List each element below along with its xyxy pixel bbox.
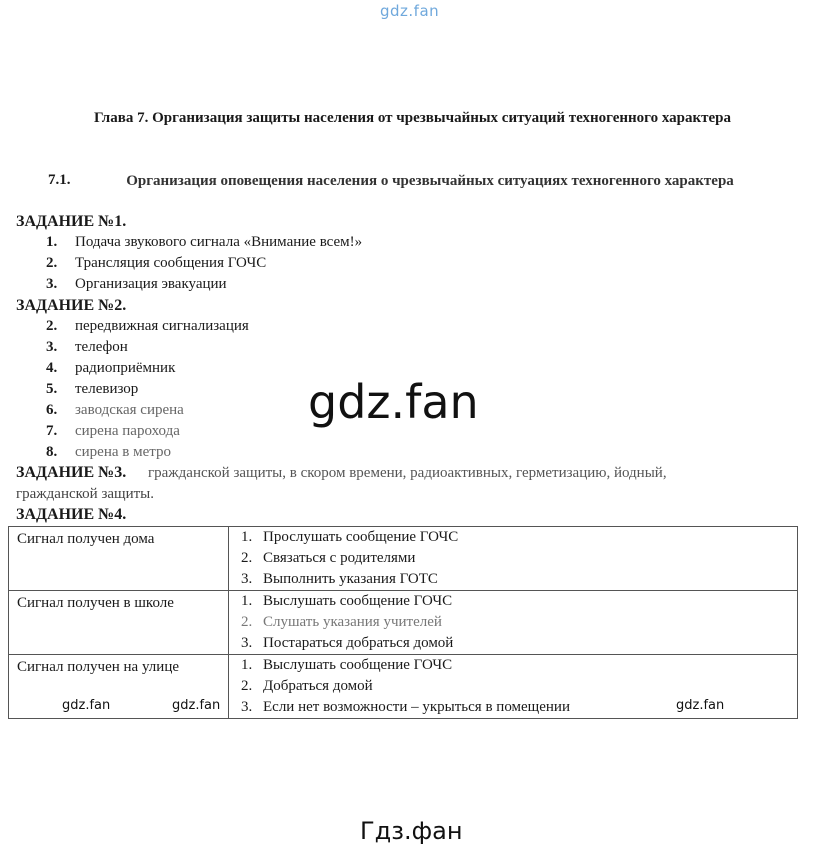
task1-heading: ЗАДАНИЕ №1. [16, 213, 127, 230]
task1-item-num: 1. [46, 234, 58, 250]
chapter-title: Глава 7. Организация защиты населения от чрезвычайных ситуаций техногенного характера [93, 110, 732, 126]
task2-item-num: 2. [46, 318, 58, 334]
section-title: Организация оповещения населения о чрезвычайных ситуациях техногенного характера [126, 173, 734, 189]
step-item: 2. Слушать указания учителей [241, 614, 442, 630]
step-item: 2. Связаться с родителями [241, 550, 416, 566]
task2-item-text: передвижная сигнализация [75, 318, 249, 334]
signal-steps [229, 527, 798, 591]
signal-situation: Сигнал получен в школе [9, 591, 229, 655]
signal-situation: Сигнал получен дома [9, 527, 229, 591]
task2-item-num: 5. [46, 381, 58, 397]
task2-item-text: телефон [75, 339, 128, 355]
watermark-small-mid: gdz.fan [172, 698, 221, 713]
task3-answer: гражданской защиты, в скором времени, радиоактивных, герметизацию, йодный, [148, 465, 667, 481]
step-item: 2. Добраться домой [241, 678, 373, 694]
task1-item-num: 3. [46, 276, 58, 292]
task2-item-num: 6. [46, 402, 58, 418]
task1-item-text: Трансляция сообщения ГОЧС [75, 255, 267, 271]
task2-item-num: 3. [46, 339, 58, 355]
step-item: 3. Выполнить указания ГОТС [241, 571, 438, 587]
step-item: 1. Выслушать сообщение ГОЧС [241, 593, 453, 609]
signal-steps [229, 591, 798, 655]
watermark-bottom: Гдз.фан [360, 817, 463, 845]
task2-item-text: телевизор [75, 381, 139, 397]
table-row [9, 527, 798, 591]
task2-item-num: 4. [46, 360, 58, 376]
task2-heading: ЗАДАНИЕ №2. [16, 297, 127, 314]
watermark-center: gdz.fan [308, 375, 479, 429]
table-row [9, 591, 798, 655]
task3-heading: ЗАДАНИЕ №3. [16, 464, 127, 481]
task2-item-text: заводская сирена [75, 402, 184, 418]
task2-item-num: 7. [46, 423, 58, 439]
step-item: 3. Если нет возможности – укрыться в помещении [241, 699, 570, 715]
task1-item-text: Организация эвакуации [75, 276, 227, 292]
task1-item-num: 2. [46, 255, 58, 271]
task2-item-num: 8. [46, 444, 58, 460]
task2-item-text: радиоприёмник [75, 360, 176, 376]
watermark-small-right: gdz.fan [676, 698, 725, 713]
task2-item-text: сирена в метро [75, 444, 171, 460]
signal-situation: Сигнал получен на улице [9, 655, 229, 719]
watermark-small-left: gdz.fan [62, 698, 111, 713]
signals-table [8, 526, 798, 719]
task1-item-text: Подача звукового сигнала «Внимание всем!» [75, 234, 363, 250]
task3-answer-line2: гражданской защиты. [16, 486, 154, 502]
task2-item-text: сирена парохода [75, 423, 180, 439]
section-number: 7.1. [48, 172, 71, 188]
step-item: 1. Прослушать сообщение ГОЧС [241, 529, 459, 545]
step-item: 1. Выслушать сообщение ГОЧС [241, 657, 453, 673]
step-item: 3. Постараться добраться домой [241, 635, 454, 651]
task4-heading: ЗАДАНИЕ №4. [16, 506, 127, 523]
watermark-top: gdz.fan [380, 2, 440, 20]
